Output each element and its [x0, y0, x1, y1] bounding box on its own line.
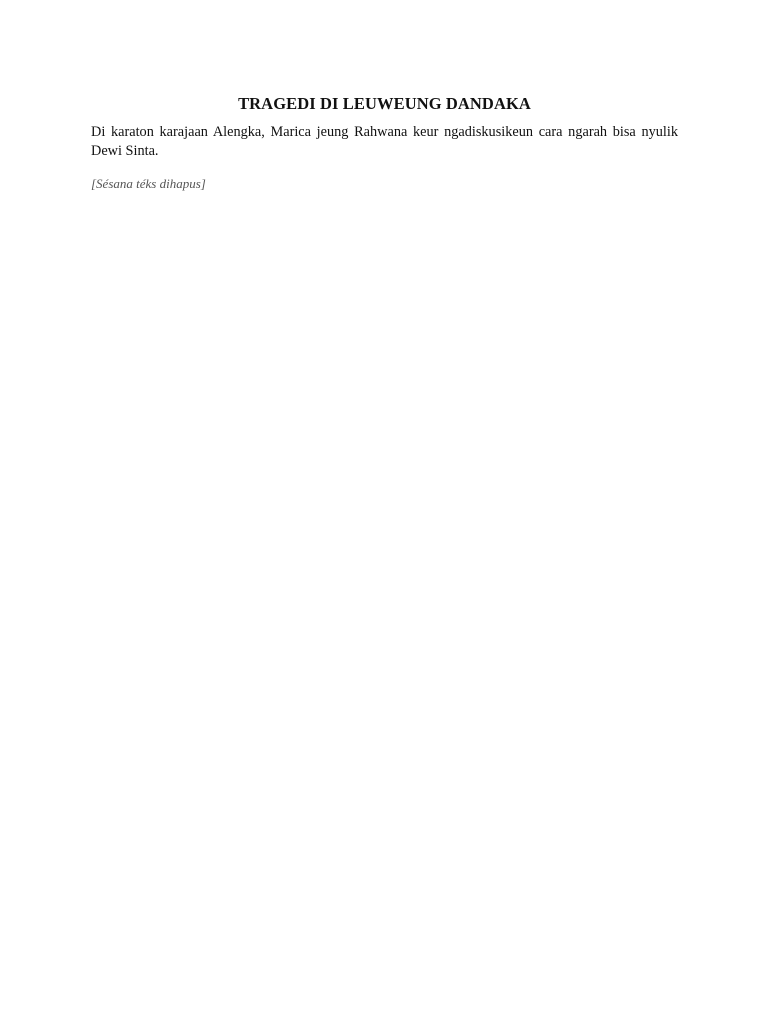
document-excerpt: Di karaton karajaan Alengka, Marica jeung Rahwana keur ngadiskusikeun cara ngarah bisa nyulik Dewi Sinta.: [91, 124, 678, 160]
omission-note: [Sésana téks dihapus]: [91, 175, 206, 191]
document-page: [91, 94, 678, 192]
document-title: TRAGEDI DI LEUWEUNG DANDAKA: [238, 94, 531, 113]
